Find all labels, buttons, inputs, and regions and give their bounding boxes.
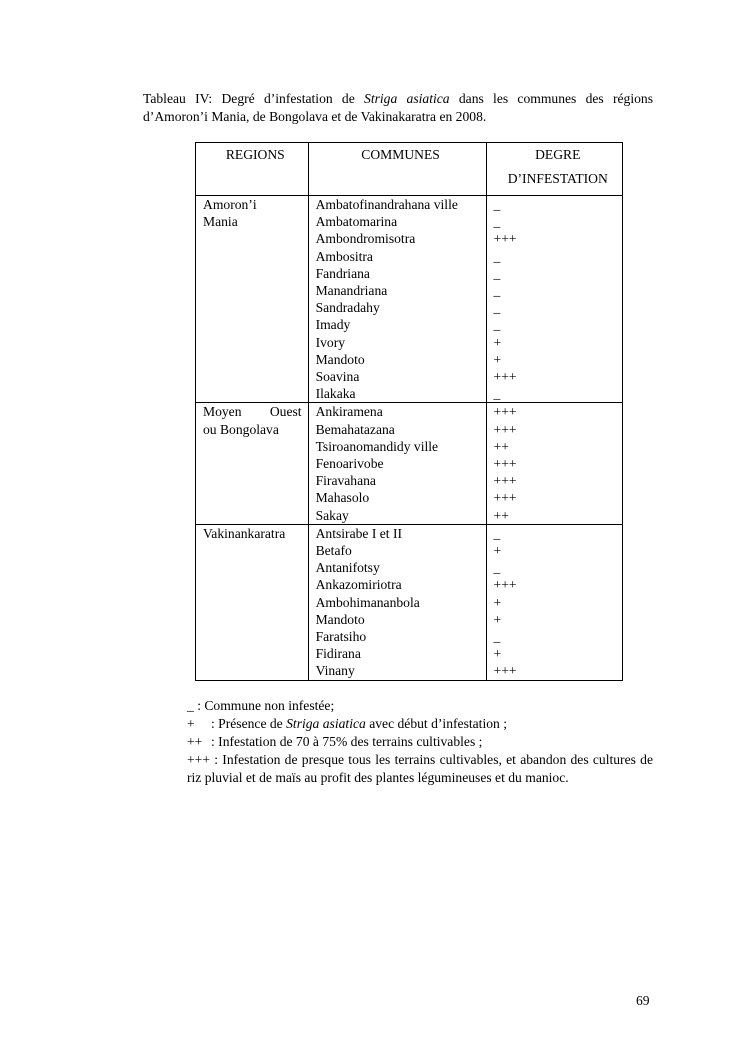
commune-name: Ambatofinandrahana ville	[315, 197, 458, 212]
infestation-degree: _	[493, 214, 501, 230]
infestation-degree: +++	[493, 456, 517, 471]
infestation-degree: +++	[493, 663, 517, 679]
commune-name: Ambositra	[315, 248, 373, 264]
legend-item: _ : Commune non infestée;	[187, 698, 335, 713]
caption-line-1	[143, 90, 653, 108]
infestation-degree: ++	[493, 507, 509, 523]
commune-name: Antsirabe I et II	[315, 525, 403, 541]
infestation-degree: +++	[493, 368, 517, 384]
commune-name: Ilakaka	[315, 386, 356, 402]
infestation-degree: +++	[493, 421, 517, 437]
infestation-degree: +	[493, 646, 502, 662]
table-row	[196, 403, 623, 524]
legend	[187, 697, 653, 787]
commune-name: Ambatomarina	[315, 214, 398, 230]
infestation-degree: _	[493, 628, 501, 644]
infestation-degree: _	[493, 317, 501, 333]
infestation-degree: _	[493, 265, 501, 281]
commune-name: Ankazomiriotra	[315, 577, 402, 593]
region-cell: Moyen Ouest ou Bongolava	[196, 403, 309, 524]
infestation-degree: _	[493, 386, 501, 402]
commune-name: Ambondromisotra	[315, 231, 416, 247]
infestation-degree: _	[493, 300, 501, 316]
infestation-degree: +	[493, 611, 502, 627]
caption-text-after: dans les communes des régions	[449, 91, 653, 106]
infestation-degree: _	[493, 248, 501, 264]
caption-species: Striga asiatica	[364, 91, 450, 106]
commune-name: Tsiroanomandidy ville	[315, 438, 439, 454]
infestation-degree: +++	[493, 577, 517, 593]
commune-name: Fenoarivobe	[315, 456, 384, 472]
commune-name: Sakay	[315, 507, 349, 523]
table-header-row	[196, 143, 623, 196]
commune-name: Manandriana	[315, 283, 388, 299]
table-caption	[143, 90, 653, 126]
communes-cell	[308, 524, 486, 680]
commune-name: Betafo	[315, 543, 352, 559]
infestation-degree: +	[493, 334, 502, 350]
degrees-cell	[486, 403, 622, 524]
table-row	[196, 196, 623, 403]
infestation-degree: _	[493, 560, 501, 576]
commune-name: Ivory	[315, 334, 346, 350]
commune-name: Soavina	[315, 369, 360, 385]
infestation-degree: +	[493, 543, 502, 559]
commune-name: Ambohimananbola	[315, 594, 420, 610]
region-cell: Vakinankaratra	[196, 524, 309, 680]
infestation-degree: _	[493, 525, 501, 541]
commune-name: Firavahana	[315, 473, 376, 489]
infestation-degree: _	[493, 197, 501, 212]
commune-name: Mahasolo	[315, 490, 370, 506]
commune-name: Vinany	[315, 663, 355, 679]
communes-cell	[308, 403, 486, 524]
infestation-degree: +	[493, 594, 502, 610]
infestation-degree: +++	[493, 473, 517, 489]
commune-name: Fandriana	[315, 265, 370, 281]
commune-name: Bemahatazana	[315, 421, 395, 437]
commune-name: Fidirana	[315, 646, 361, 662]
commune-name: Faratsiho	[315, 629, 367, 645]
header-degree: DEGRE D’INFESTATION	[486, 143, 622, 196]
caption-line-2: d’Amoron’i Mania, de Bongolava et de Vakinakaratra en 2008.	[143, 109, 487, 124]
infestation-table	[195, 142, 623, 681]
commune-name: Mandoto	[315, 351, 365, 367]
infestation-degree: ++	[493, 438, 509, 454]
infestation-degree: +++	[493, 490, 517, 506]
commune-name: Antanifotsy	[315, 560, 380, 576]
header-communes: COMMUNES	[308, 143, 486, 196]
communes-cell	[308, 196, 486, 403]
commune-name: Mandoto	[315, 611, 365, 627]
legend-item: +++ : Infestation de presque tous les terrains cultivables, et abandon des cultures de riz pluvial et de maïs au profit des plantes légumineuses et du manioc.	[187, 752, 653, 785]
infestation-degree: +++	[493, 404, 517, 420]
commune-name: Imady	[315, 317, 351, 333]
legend-item: + : Présence de Striga asiatica avec début d’infestation ;	[187, 716, 507, 731]
region-cell: Amoron’i Mania	[196, 196, 309, 403]
infestation-degree: +	[493, 351, 502, 367]
page-number: 69	[636, 993, 650, 1008]
caption-text: Tableau IV: Degré d’infestation de	[143, 91, 365, 106]
table-row	[196, 524, 623, 680]
header-regions: REGIONS	[196, 143, 309, 196]
commune-name: Ankiramena	[315, 404, 383, 420]
infestation-degree: +++	[493, 231, 517, 247]
infestation-degree: _	[493, 282, 501, 298]
degrees-cell	[486, 524, 622, 680]
commune-name: Sandradahy	[315, 300, 380, 316]
degrees-cell	[486, 196, 622, 403]
legend-item: ++ : Infestation de 70 à 75% des terrains cultivables ;	[187, 734, 483, 749]
